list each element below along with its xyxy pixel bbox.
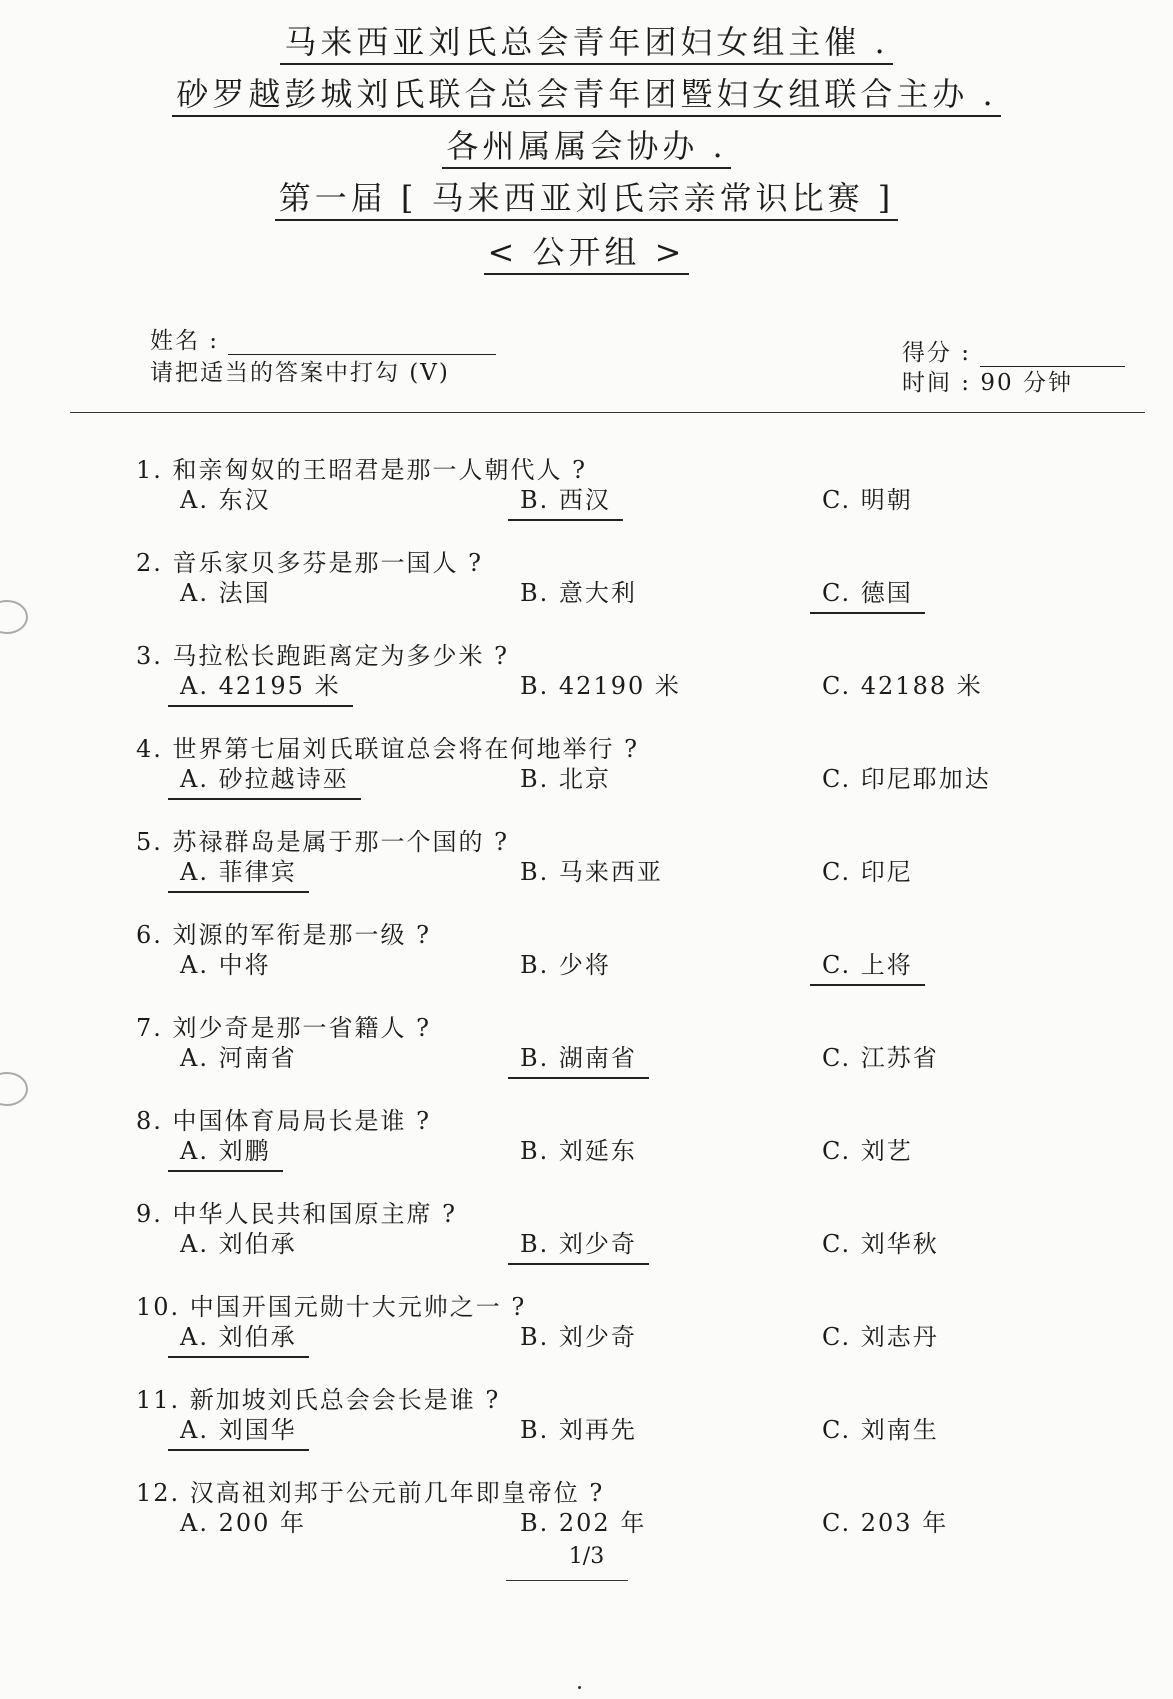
option-c[interactable]: C. 明朝	[822, 486, 913, 514]
question-text: 6. 刘源的军衔是那一级 ?	[136, 921, 432, 949]
option-c-selected[interactable]: C. 德国	[810, 573, 925, 614]
option-b-selected[interactable]: B. 西汉	[508, 480, 623, 521]
option-c[interactable]: C. 刘艺	[822, 1137, 913, 1165]
option-a-selected[interactable]: A. 刘鹏	[168, 1131, 283, 1172]
question-text: 12. 汉高祖刘邦于公元前几年即皇帝位 ?	[136, 1479, 605, 1507]
option-b[interactable]: B. 刘再先	[520, 1416, 637, 1444]
score-field	[902, 334, 1125, 367]
header-divider	[70, 412, 1145, 413]
option-b[interactable]: B. 北京	[520, 765, 611, 793]
option-c[interactable]: C. 印尼	[822, 858, 913, 886]
question-text: 9. 中华人民共和国原主席 ?	[136, 1200, 458, 1228]
question-item	[0, 636, 1173, 726]
page-number: 1/3	[568, 1544, 605, 1569]
option-a[interactable]: A. 200 年	[180, 1509, 307, 1537]
question-text: 7. 刘少奇是那一省籍人 ?	[136, 1014, 432, 1042]
option-a-selected[interactable]: A. 菲律宾	[168, 852, 309, 893]
option-c-selected[interactable]: C. 上将	[810, 945, 925, 986]
option-a[interactable]: A. 法国	[180, 579, 271, 607]
option-a[interactable]: A. 刘伯承	[180, 1230, 297, 1258]
question-text: 2. 音乐家贝多芬是那一国人 ?	[136, 549, 484, 577]
instruction-text: 请把适当的答案中打勾 (V)	[150, 360, 450, 386]
option-b[interactable]: B. 意大利	[520, 579, 637, 607]
question-item	[0, 729, 1173, 819]
option-b-selected[interactable]: B. 湖南省	[508, 1038, 649, 1079]
option-c[interactable]: C. 江苏省	[822, 1044, 939, 1072]
option-c[interactable]: C. 203 年	[822, 1509, 949, 1537]
question-item	[0, 1194, 1173, 1284]
time-limit: 时间 : 90 分钟	[902, 370, 1073, 396]
question-text: 8. 中国体育局局长是谁 ?	[136, 1107, 432, 1135]
question-item	[0, 543, 1173, 633]
option-b[interactable]: B. 刘少奇	[520, 1323, 637, 1351]
question-text: 3. 马拉松长跑距离定为多少米 ?	[136, 642, 510, 670]
name-label: 姓名 :	[150, 328, 220, 354]
option-a-selected[interactable]: A. 刘国华	[168, 1410, 309, 1451]
option-a-selected[interactable]: A. 砂拉越诗巫	[168, 759, 361, 800]
option-b-selected[interactable]: B. 刘少奇	[508, 1224, 649, 1265]
organizer-line: 马来西亚刘氏总会青年团妇女组主催 .	[0, 22, 1173, 62]
co-organizer-line: 各州属属会协办 .	[0, 126, 1173, 166]
option-b[interactable]: B. 少将	[520, 951, 611, 979]
question-item	[0, 1101, 1173, 1191]
option-c[interactable]: C. 42188 米	[822, 672, 983, 700]
score-label: 得分 :	[902, 340, 972, 366]
question-item	[0, 450, 1173, 540]
option-c[interactable]: C. 刘志丹	[822, 1323, 939, 1351]
question-text: 11. 新加坡刘氏总会会长是谁 ?	[136, 1386, 501, 1414]
option-a-selected[interactable]: A. 42195 米	[168, 666, 353, 707]
question-item	[0, 915, 1173, 1005]
question-item	[0, 1380, 1173, 1470]
option-b[interactable]: B. 42190 米	[520, 672, 681, 700]
question-item	[0, 1287, 1173, 1377]
question-text: 10. 中国开国元勋十大元帅之一 ?	[136, 1293, 527, 1321]
option-b[interactable]: B. 马来西亚	[520, 858, 663, 886]
option-c[interactable]: C. 刘华秋	[822, 1230, 939, 1258]
question-text: 4. 世界第七届刘氏联谊总会将在何地举行 ?	[136, 735, 640, 763]
page-number-underline	[506, 1580, 628, 1581]
question-text: 5. 苏禄群岛是属于那一个国的 ?	[136, 828, 510, 856]
option-a[interactable]: A. 河南省	[180, 1044, 297, 1072]
option-b[interactable]: B. 202 年	[520, 1509, 647, 1537]
option-a[interactable]: A. 东汉	[180, 486, 271, 514]
option-b[interactable]: B. 刘延东	[520, 1137, 637, 1165]
contest-title: 第一届 [ 马来西亚刘氏宗亲常识比赛 ]	[0, 178, 1173, 218]
category-title: < 公开组 >	[0, 232, 1173, 272]
scan-speck	[578, 1686, 581, 1689]
option-c[interactable]: C. 印尼耶加达	[822, 765, 991, 793]
question-item	[0, 1008, 1173, 1098]
name-field	[150, 322, 496, 355]
question-text: 1. 和亲匈奴的王昭君是那一人朝代人 ?	[136, 456, 588, 484]
option-a[interactable]: A. 中将	[180, 951, 271, 979]
question-item	[0, 822, 1173, 912]
host-line: 砂罗越彭城刘氏联合总会青年团暨妇女组联合主办 .	[0, 74, 1173, 114]
option-c[interactable]: C. 刘南生	[822, 1416, 939, 1444]
option-a-selected[interactable]: A. 刘伯承	[168, 1317, 309, 1358]
